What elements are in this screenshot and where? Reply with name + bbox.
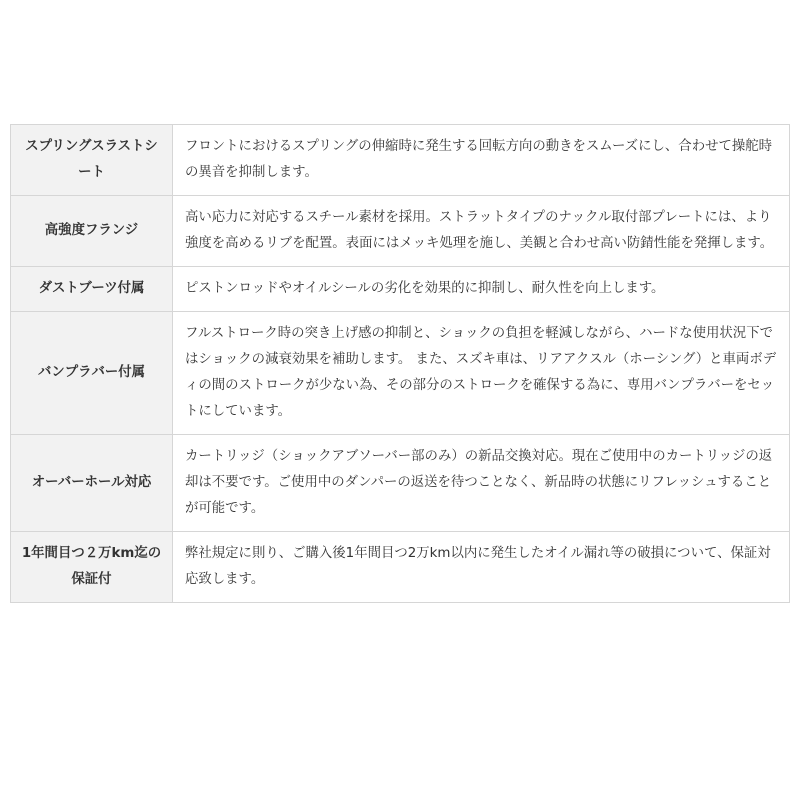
- row-description: ピストンロッドやオイルシールの劣化を効果的に抑制し、耐久性を向上します。: [173, 267, 790, 312]
- row-description: 弊社規定に則り、ご購入後1年間目つ2万km以内に発生したオイル漏れ等の破損について、保証対応致します。: [173, 532, 790, 603]
- row-description: カートリッジ（ショックアブソーバー部のみ）の新品交換対応。現在ご使用中のカートリッジの返却は不要です。ご使用中のダンパーの返送を待つことなく、新品時の状態にリフレッシュすることが可能です。: [173, 435, 790, 532]
- table-row: [11, 435, 790, 532]
- row-label: バンプラバー付属: [11, 312, 173, 435]
- table-row: [11, 196, 790, 267]
- table-row: [11, 312, 790, 435]
- row-label: 1年間目つ２万km迄の保証付: [11, 532, 173, 603]
- row-label: 高強度フランジ: [11, 196, 173, 267]
- row-description: 高い応力に対応するスチール素材を採用。ストラットタイプのナックル取付部プレートには、より強度を高めるリブを配置。表面にはメッキ処理を施し、美観と合わせ高い防錆性能を発揮します。: [173, 196, 790, 267]
- spec-table: [10, 124, 790, 603]
- table-row: [11, 125, 790, 196]
- row-label: ダストブーツ付属: [11, 267, 173, 312]
- row-label: スプリングスラストシート: [11, 125, 173, 196]
- table-row: [11, 532, 790, 603]
- table-row: [11, 267, 790, 312]
- row-description: フロントにおけるスプリングの伸縮時に発生する回転方向の動きをスムーズにし、合わせて操舵時の異音を抑制します。: [173, 125, 790, 196]
- row-label: オーバーホール対応: [11, 435, 173, 532]
- row-description: フルストローク時の突き上げ感の抑制と、ショックの負担を軽減しながら、ハードな使用状況下ではショックの減衰効果を補助します。 また、スズキ車は、リアアクスル（ホーシング）と車両ボディの間のストロークが少ない為、その部分のストロークを確保する為に、専用バンプラバーをセットにしています。: [173, 312, 790, 435]
